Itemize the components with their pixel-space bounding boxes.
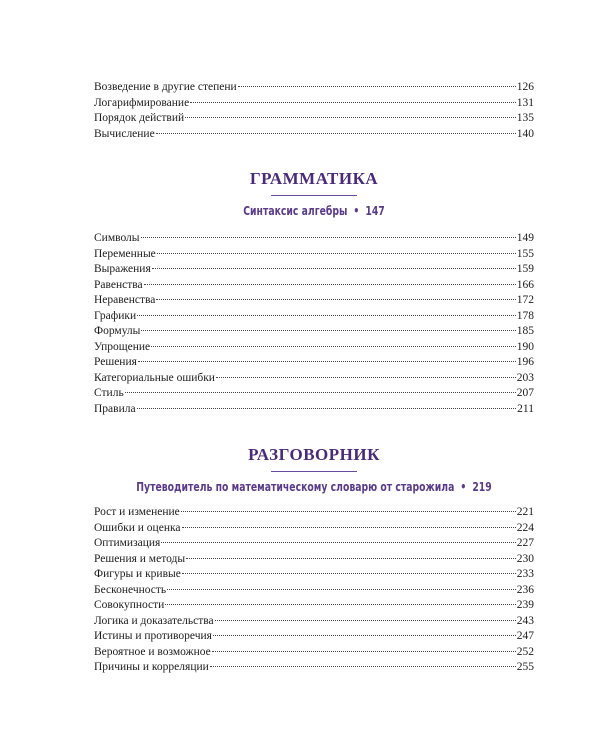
dot-leader bbox=[141, 330, 515, 331]
dot-leader bbox=[152, 268, 516, 269]
toc-entry bbox=[94, 598, 534, 614]
subsection-title: Синтаксис алгебры bbox=[243, 204, 348, 218]
entry-page-number: 255 bbox=[516, 661, 534, 673]
toc-entry bbox=[94, 278, 534, 294]
entry-page-number: 233 bbox=[516, 568, 534, 580]
toc-entry bbox=[94, 127, 534, 143]
entry-page-number: 185 bbox=[516, 325, 534, 337]
subsection-title: Путеводитель по математическому словарю от старожила bbox=[136, 480, 455, 494]
dot-leader bbox=[181, 511, 516, 512]
dot-leader bbox=[167, 589, 516, 590]
dot-leader bbox=[216, 377, 516, 378]
entry-page-number: 227 bbox=[516, 537, 534, 549]
grammar-section-header bbox=[94, 169, 534, 219]
entry-title: Правила bbox=[94, 402, 136, 415]
dot-leader bbox=[213, 635, 516, 636]
entry-page-number: 196 bbox=[516, 356, 534, 368]
toc-entry bbox=[94, 536, 534, 552]
toc-list-grammar bbox=[94, 231, 534, 417]
dot-leader bbox=[138, 361, 516, 362]
entry-title: Возведение в другие степени bbox=[94, 81, 237, 93]
entry-title: Ошибки и оценка bbox=[94, 521, 181, 534]
dot-leader bbox=[215, 620, 516, 621]
entry-page-number: 190 bbox=[516, 340, 534, 353]
toc-entry bbox=[94, 355, 534, 371]
dot-leader bbox=[185, 117, 516, 118]
dot-leader bbox=[141, 237, 516, 238]
entry-page-number: 236 bbox=[516, 583, 534, 596]
dot-leader bbox=[210, 666, 516, 667]
entry-page-number: 131 bbox=[516, 96, 534, 109]
entry-page-number: 221 bbox=[516, 506, 534, 518]
toc-entry bbox=[94, 80, 534, 96]
entry-page-number: 252 bbox=[516, 645, 534, 658]
toc-list-top bbox=[94, 80, 534, 142]
dot-leader bbox=[165, 604, 515, 605]
section-title-phrasebook: РАЗГОВОРНИК bbox=[248, 445, 380, 464]
dot-leader bbox=[182, 527, 516, 528]
entry-title: Решения bbox=[94, 356, 137, 368]
toc-entry bbox=[94, 660, 534, 676]
entry-title: Совокупности bbox=[94, 599, 165, 611]
dot-leader bbox=[186, 558, 516, 559]
entry-page-number: 126 bbox=[516, 81, 534, 93]
entry-title: Стиль bbox=[94, 387, 124, 399]
entry-title: Рост и изменение bbox=[94, 506, 180, 518]
toc-entry bbox=[94, 111, 534, 127]
dot-leader bbox=[182, 573, 516, 574]
entry-title: Вероятное и возможное bbox=[94, 645, 211, 658]
toc-entry bbox=[94, 96, 534, 112]
toc-entry bbox=[94, 629, 534, 645]
entry-page-number: 178 bbox=[516, 309, 534, 322]
subsection-heading-grammar bbox=[125, 203, 503, 219]
dot-leader bbox=[212, 651, 516, 652]
dot-leader bbox=[156, 299, 515, 300]
entry-title: Причины и корреляции bbox=[94, 661, 209, 673]
toc-entry bbox=[94, 614, 534, 630]
toc-entry bbox=[94, 324, 534, 340]
entry-title: Вычисление bbox=[94, 127, 155, 140]
entry-page-number: 230 bbox=[516, 552, 534, 565]
entry-title: Логарифмирование bbox=[94, 96, 190, 109]
subsection-page: 147 bbox=[365, 204, 385, 218]
entry-title: Бесконечность bbox=[94, 583, 167, 596]
bullet: • bbox=[353, 204, 360, 218]
entry-title: Решения и методы bbox=[94, 552, 186, 565]
phrasebook-section-header bbox=[94, 445, 534, 495]
entry-page-number: 247 bbox=[516, 630, 534, 642]
entry-page-number: 224 bbox=[516, 521, 534, 534]
section-title-grammar: ГРАММАТИКА bbox=[249, 169, 379, 188]
toc-entry bbox=[94, 567, 534, 583]
toc-list-phrasebook bbox=[94, 505, 534, 676]
dot-leader bbox=[144, 284, 516, 285]
entry-page-number: 135 bbox=[516, 112, 534, 124]
toc-entry bbox=[94, 371, 534, 387]
entry-title: Порядок действий bbox=[94, 112, 185, 124]
subsection-heading-phrasebook bbox=[125, 479, 503, 495]
toc-entry bbox=[94, 386, 534, 402]
entry-page-number: 155 bbox=[516, 247, 534, 260]
entry-page-number: 140 bbox=[516, 127, 534, 140]
toc-entry bbox=[94, 293, 534, 309]
entry-title: Логика и доказательства bbox=[94, 614, 214, 627]
entry-title: Переменные bbox=[94, 247, 156, 260]
entry-page-number: 211 bbox=[517, 402, 534, 415]
section-rule bbox=[271, 195, 357, 196]
entry-title: Неравенства bbox=[94, 294, 156, 306]
section-rule bbox=[271, 471, 357, 472]
entry-page-number: 203 bbox=[516, 371, 534, 384]
entry-page-number: 207 bbox=[516, 387, 534, 399]
toc-entry bbox=[94, 231, 534, 247]
toc-entry bbox=[94, 505, 534, 521]
bullet: • bbox=[460, 480, 467, 494]
entry-title: Графики bbox=[94, 309, 137, 322]
entry-page-number: 172 bbox=[516, 294, 534, 306]
entry-title: Истины и противоречия bbox=[94, 630, 212, 642]
dot-leader bbox=[137, 408, 517, 409]
toc-entry bbox=[94, 340, 534, 356]
toc-entry bbox=[94, 309, 534, 325]
entry-page-number: 239 bbox=[516, 599, 534, 611]
entry-page-number: 149 bbox=[516, 232, 534, 244]
entry-title: Равенства bbox=[94, 278, 143, 291]
toc-entry bbox=[94, 552, 534, 568]
toc-entry bbox=[94, 262, 534, 278]
subsection-page: 219 bbox=[472, 480, 492, 494]
toc-entry bbox=[94, 247, 534, 263]
toc-page bbox=[94, 80, 534, 676]
dot-leader bbox=[151, 346, 516, 347]
entry-page-number: 243 bbox=[516, 614, 534, 627]
toc-entry bbox=[94, 402, 534, 418]
dot-leader bbox=[125, 392, 516, 393]
toc-entry bbox=[94, 583, 534, 599]
dot-leader bbox=[238, 86, 516, 87]
toc-entry bbox=[94, 521, 534, 537]
entry-title: Фигуры и кривые bbox=[94, 568, 181, 580]
dot-leader bbox=[190, 102, 516, 103]
entry-title: Формулы bbox=[94, 325, 141, 337]
dot-leader bbox=[161, 542, 515, 543]
entry-page-number: 166 bbox=[516, 278, 534, 291]
entry-page-number: 159 bbox=[516, 263, 534, 275]
dot-leader bbox=[137, 315, 516, 316]
entry-title: Категориальные ошибки bbox=[94, 371, 215, 384]
entry-title: Упрощение bbox=[94, 340, 151, 353]
entry-title: Символы bbox=[94, 232, 140, 244]
toc-entry bbox=[94, 645, 534, 661]
dot-leader bbox=[157, 253, 516, 254]
entry-title: Выражения bbox=[94, 263, 151, 275]
entry-title: Оптимизация bbox=[94, 537, 161, 549]
dot-leader bbox=[156, 133, 516, 134]
